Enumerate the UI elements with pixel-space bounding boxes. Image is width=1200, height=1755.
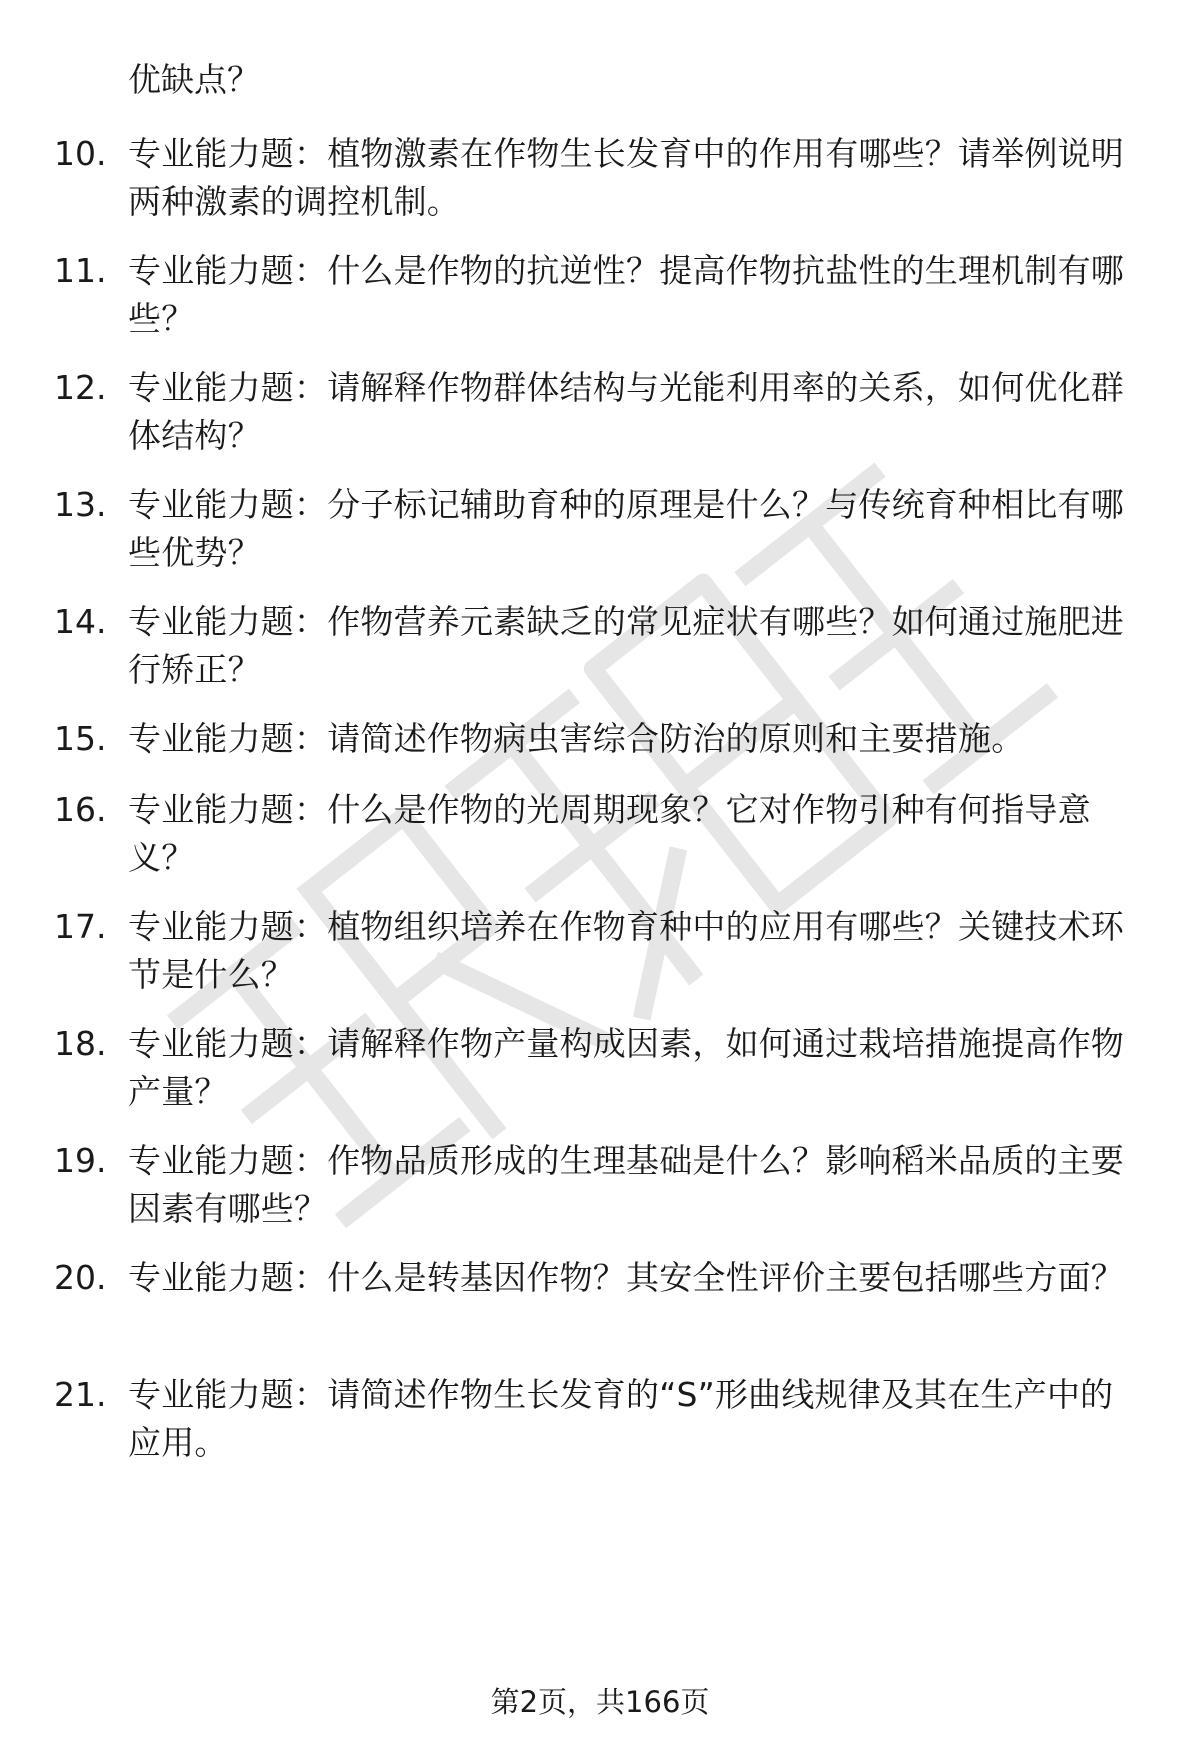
question-number: 17.	[54, 907, 107, 946]
question-text: 专业能力题：分子标记辅助育种的原理是什么？与传统育种相比有哪些优势？	[128, 485, 1124, 572]
page-footer: 第2页，共166页	[490, 1685, 710, 1719]
question-number: 13.	[54, 485, 107, 524]
question-text: 专业能力题：作物营养元素缺乏的常见症状有哪些？如何通过施肥进行矫正？	[128, 602, 1124, 689]
question-number: 21.	[54, 1375, 107, 1414]
continuation-text: 优缺点？	[128, 60, 260, 99]
question-number: 20.	[54, 1258, 107, 1297]
question-number: 16.	[54, 790, 107, 829]
question-text: 专业能力题：什么是转基因作物？其安全性评价主要包括哪些方面？	[128, 1258, 1124, 1297]
question-text: 专业能力题：什么是作物的抗逆性？提高作物抗盐性的生理机制有哪些？	[128, 251, 1124, 338]
question-text: 专业能力题：植物激素在作物生长发育中的作用有哪些？请举例说明两种激素的调控机制。	[128, 134, 1124, 221]
question-number: 12.	[54, 368, 107, 407]
question-number: 18.	[54, 1024, 107, 1063]
question-number: 10.	[54, 134, 107, 173]
question-number: 15.	[54, 719, 107, 758]
question-text: 专业能力题：什么是作物的光周期现象？它对作物引种有何指导意义？	[128, 790, 1091, 877]
question-text: 专业能力题：请简述作物病虫害综合防治的原则和主要措施。	[128, 719, 1025, 758]
question-text: 专业能力题：作物品质形成的生理基础是什么？影响稻米品质的主要因素有哪些？	[128, 1141, 1124, 1228]
question-text: 专业能力题：请解释作物群体结构与光能利用率的关系，如何优化群体结构？	[128, 368, 1124, 455]
question-text: 专业能力题：请简述作物生长发育的“S”形曲线规律及其在生产中的应用。	[128, 1375, 1114, 1462]
question-number: 19.	[54, 1141, 107, 1180]
question-number: 14.	[54, 602, 107, 641]
question-number: 11.	[54, 251, 107, 290]
question-text: 专业能力题：请解释作物产量构成因素，如何通过栽培措施提高作物产量？	[128, 1024, 1124, 1111]
question-text: 专业能力题：植物组织培养在作物育种中的应用有哪些？关键技术环节是什么？	[128, 907, 1124, 994]
